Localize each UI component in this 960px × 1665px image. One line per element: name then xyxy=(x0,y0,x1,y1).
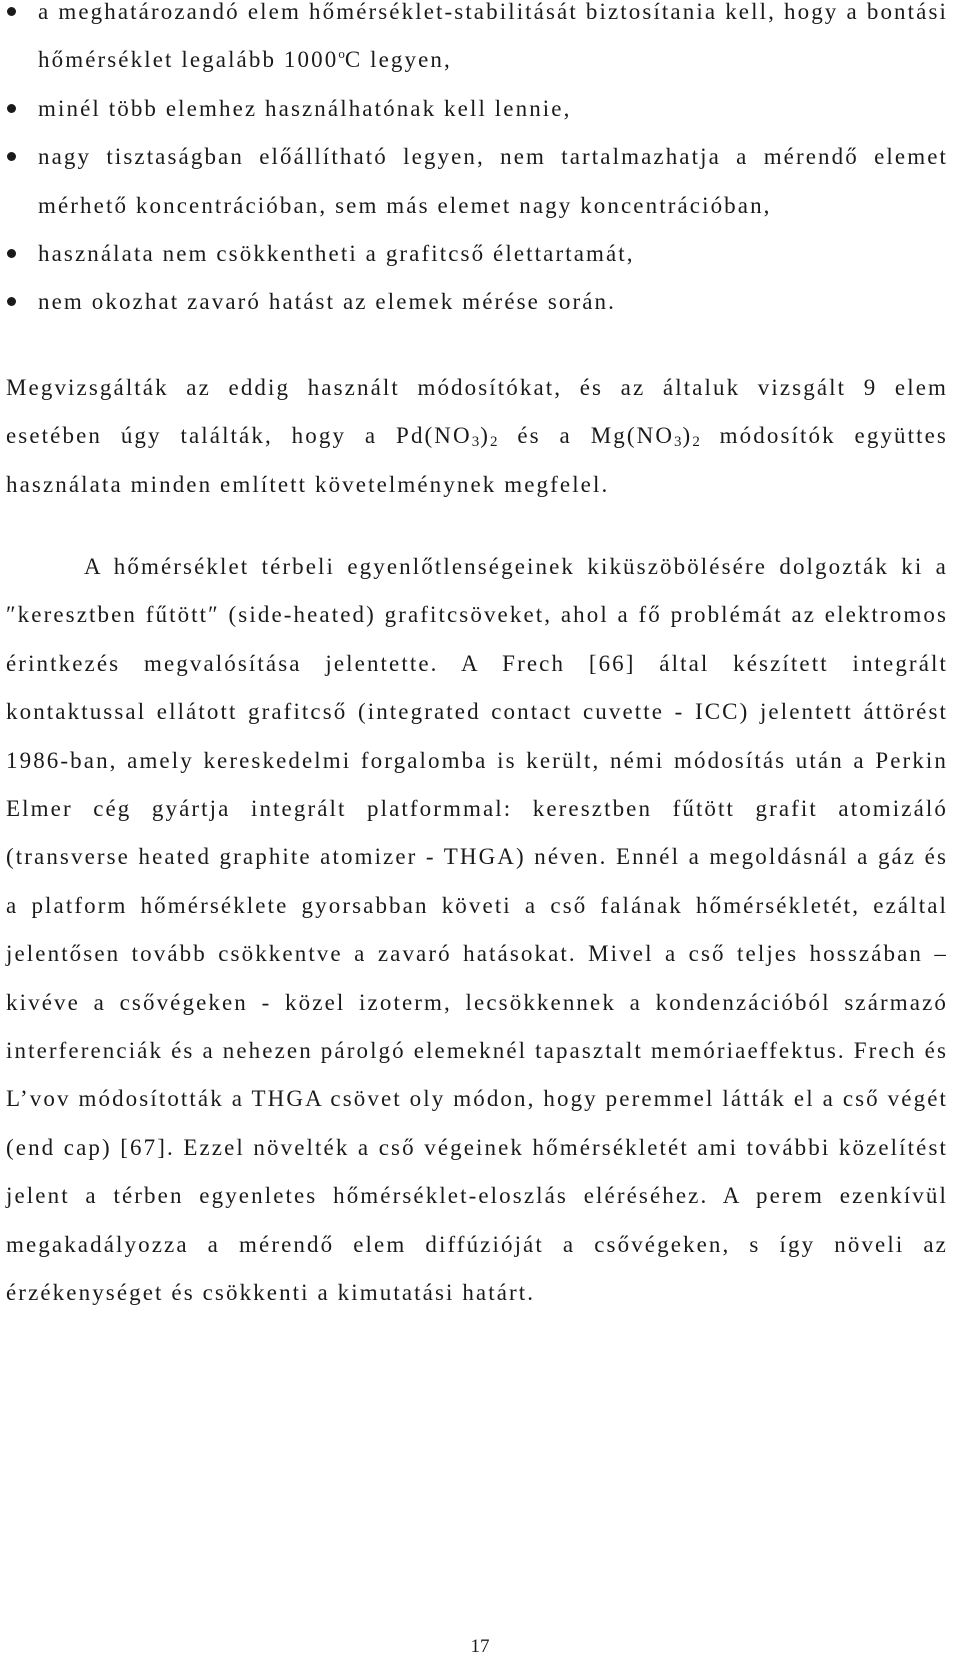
paragraph-modifiers: Megvizsgálták az eddig használt módosítókat, és az általuk vizsgált 9 elem esetében úgy találták, hogy a $Pd(NO_3)_2$ és a $Mg(NO_3)_2$ módosítók együttes használata minden említett követelménynek megfelel. xyxy=(6,375,948,497)
list-item xyxy=(6,230,948,278)
list-item-text: használata nem csökkentheti a grafitcső élettartamát, xyxy=(38,241,635,267)
list-item xyxy=(6,278,948,326)
page-number: 17 xyxy=(470,1636,490,1657)
list-item-text: a meghatározandó elem hőmérséklet-stabilitását biztosítania kell, hogy a bontási hőmérséklet legalább 1000$^o$C legyen, xyxy=(38,0,948,73)
list-item xyxy=(6,0,948,85)
bullet-icon xyxy=(7,249,16,258)
bullet-icon xyxy=(7,297,16,306)
degree-superscript: o xyxy=(338,46,345,62)
paragraph-graphite-tubes: A hőmérséklet térbeli egyenlőtlenségeinek kiküszöbölésére dolgozták ki a ″keresztben fűtött″ (side-heated) grafitcsöveket, ahol a fő problémát az elektromos érintkezés megvalósítása jelentette. A Frech [66] által készített integrált kontaktussal ellátott grafitcső (integrated contact cuvette - ICC) jelentett áttörést 1986-ban, amely kereskedelmi forgalomba is került, némi módosítás után a Perkin Elmer cég gyártja integrált platformmal: keresztben fűtött grafit atomizáló (transverse heated graphite atomizer - THGA) néven. Ennél a megoldásnál a gáz és a platform hőmérséklete gyorsabban követi a cső falának hőmérsékletét, ezáltal jelentősen tovább csökkentve a zavaró hatásokat. Mivel a cső teljes hosszában – kivéve a csővégeken - közel izoterm, lecsökkennek a kondenzációból származó interferenciák és a nehezen párolgó elemeknél tapasztalt memóriaeffektus. Frech és L’vov módosították a THGA csövet oly módon, hogy peremmel látták el a cső végét (end cap) [67]. Ezzel növelték a cső végeinek hőmérsékletét ami további közelítést jelent a térben egyenletes hőmérséklet-eloszlás eléréséhez. A perem ezenkívül megakadályozza a mérendő elem diffúzióját a csővégeken, s így növeli az érzékenységet és csökkenti a kimutatási határt. xyxy=(6,554,948,1306)
list-item xyxy=(6,133,948,230)
list-item-text: nem okozhat zavaró hatást az elemek mérése során. xyxy=(38,289,617,315)
list-item-text: nagy tisztaságban előállítható legyen, nem tartalmazhatja a mérendő elemet mérhető koncentrációban, sem más elemet nagy koncentrációban, xyxy=(38,144,948,218)
list-item xyxy=(6,85,948,133)
bullet-icon xyxy=(7,104,16,113)
list-item-text: minél több elemhez használhatónak kell lennie, xyxy=(38,95,572,121)
requirements-list xyxy=(6,0,948,327)
bullet-icon xyxy=(7,7,16,16)
